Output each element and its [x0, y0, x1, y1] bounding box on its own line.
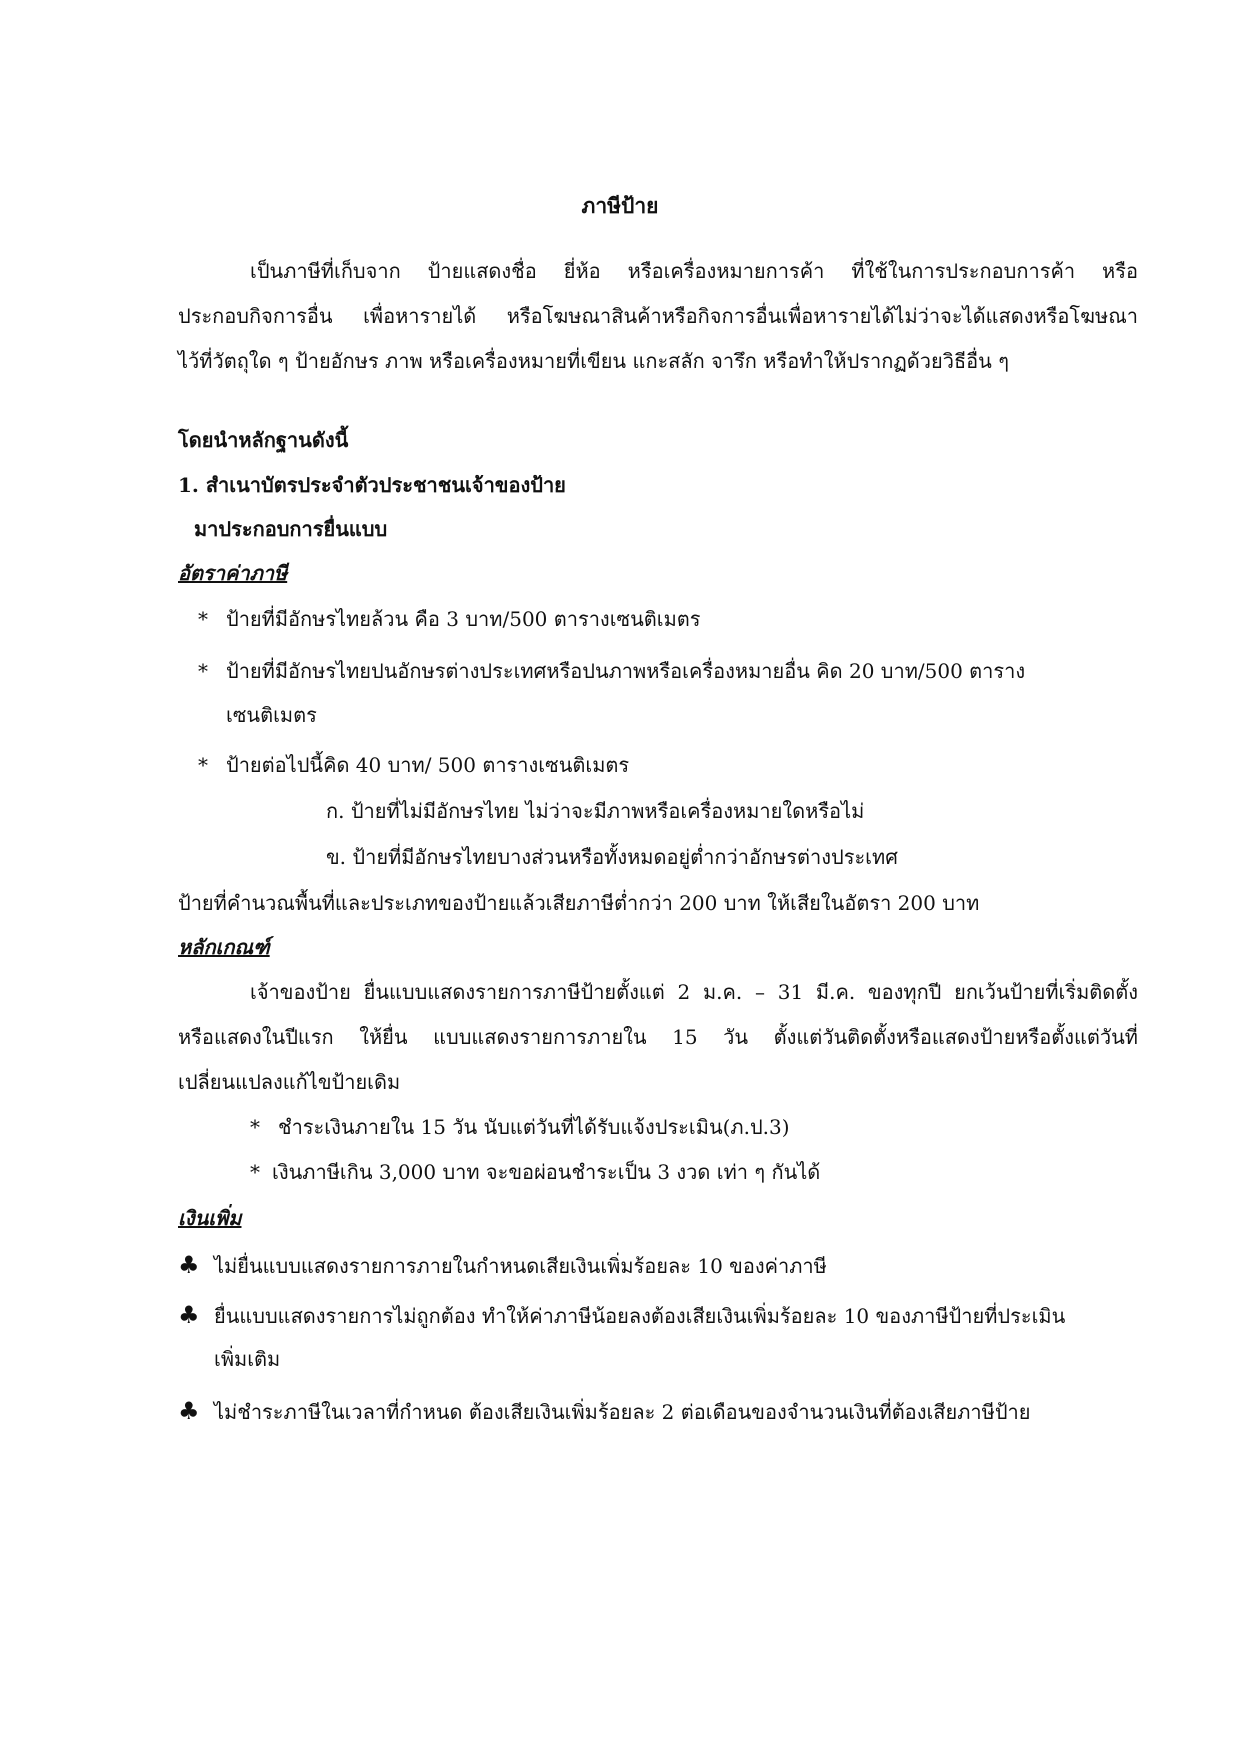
rate-sub-b: ข. ป้ายที่มีอักษรไทยบางส่วนหรือทั้งหมดอยู่ต่ำกว่าอักษรต่างประเทศ	[326, 845, 898, 869]
surcharge-item-2-text: ยื่นแบบแสดงรายการไม่ถูกต้อง ทำให้ค่าภาษีน้อยลงต้องเสียเงินเพิ่มร้อยละ 10 ของภาษีป้ายที่ประเมิน	[214, 1304, 1066, 1328]
evidence-item-1-cont: มาประกอบการยื่นแบบ	[194, 517, 388, 541]
rate-item-2-cont: เซนติเมตร	[226, 703, 317, 727]
criteria-bullet-1	[250, 1112, 1210, 1142]
surcharge-item-3-text: ไม่ชำระภาษีในเวลาที่กำหนด ต้องเสียเงินเพิ่มร้อยละ 2 ต่อเดือนของจำนวนเงินที่ต้องเสียภาษีป้าย	[214, 1400, 1031, 1424]
evidence-heading: โดยนำหลักฐานดังนี้	[178, 428, 349, 452]
criteria-line-1: เจ้าของป้าย ยื่นแบบแสดงรายการภาษีป้ายตั้งแต่ 2 ม.ค. – 31 มี.ค. ของทุกปี ยกเว้นป้ายที่เริ่มติดตั้ง	[250, 980, 1138, 1004]
intro-line-2: ประกอบกิจการอื่น เพื่อหารายได้ หรือโฆษณาสินค้าหรือกิจการอื่นเพื่อหารายได้ไม่ว่าจะได้แสดงหรือโฆษณา	[178, 304, 1138, 328]
page-title: ภาษีป้าย	[581, 193, 659, 218]
rates-heading: อัตราค่าภาษี	[178, 561, 288, 585]
asterisk-bullet: *	[198, 753, 208, 777]
criteria-bullet-2	[250, 1157, 1210, 1187]
rate-item-3	[198, 750, 1158, 780]
criteria-heading: หลักเกณฑ์	[178, 935, 270, 959]
criteria-line-3: เปลี่ยนแปลงแก้ไขป้ายเดิม	[178, 1070, 401, 1094]
asterisk-bullet: *	[250, 1160, 260, 1184]
surcharge-item-1-text: ไม่ยื่นแบบแสดงรายการภายในกำหนดเสียเงินเพิ่มร้อยละ 10 ของค่าภาษี	[214, 1254, 827, 1278]
club-bullet-icon: ♣	[178, 1301, 200, 1329]
rate-item-2	[198, 656, 1158, 686]
criteria-bullet-2-text: เงินภาษีเกิน 3,000 บาท จะขอผ่อนชำระเป็น 3 งวด เท่า ๆ กันได้	[272, 1160, 821, 1184]
asterisk-bullet: *	[198, 607, 208, 631]
rate-item-3-text: ป้ายต่อไปนี้คิด 40 บาท/ 500 ตารางเซนติเมตร	[226, 753, 630, 777]
surcharge-item-2	[178, 1300, 1138, 1331]
rate-minimum: ป้ายที่คำนวณพื้นที่และประเภทของป้ายแล้วเสียภาษีต่ำกว่า 200 บาท ให้เสียในอัตรา 200 บาท	[178, 891, 980, 915]
criteria-bullet-1-text: ชำระเงินภายใน 15 วัน นับแต่วันที่ได้รับแจ้งประเมิน(ภ.ป.3)	[278, 1115, 790, 1139]
club-bullet-icon: ♣	[178, 1397, 200, 1425]
evidence-item-1: 1. สำเนาบัตรประจำตัวประชาชนเจ้าของป้าย	[178, 473, 566, 497]
intro-line-1: เป็นภาษีที่เก็บจาก ป้ายแสดงชื่อ ยี่ห้อ หรือเครื่องหมายการค้า ที่ใช้ในการประกอบการค้า หรือ	[250, 259, 1138, 283]
asterisk-bullet: *	[250, 1115, 260, 1139]
rate-item-2-text: ป้ายที่มีอักษรไทยปนอักษรต่างประเทศหรือปนภาพหรือเครื่องหมายอื่น คิด 20 บาท/500 ตาราง	[226, 659, 1026, 683]
rate-sub-a: ก. ป้ายที่ไม่มีอักษรไทย ไม่ว่าจะมีภาพหรือเครื่องหมายใดหรือไม่	[326, 799, 865, 823]
criteria-line-2: หรือแสดงในปีแรก ให้ยื่น แบบแสดงรายการภายใน 15 วัน ตั้งแต่วันติดตั้งหรือแสดงป้ายหรือตั้งแต่วันที่	[178, 1025, 1138, 1049]
rate-item-1	[198, 604, 1158, 634]
surcharge-item-2-cont: เพิ่มเติม	[214, 1347, 281, 1371]
surcharge-heading: เงินเพิ่ม	[178, 1206, 242, 1230]
rate-item-1-text: ป้ายที่มีอักษรไทยล้วน คือ 3 บาท/500 ตารางเซนติเมตร	[226, 607, 701, 631]
intro-line-3: ไว้ที่วัตถุใด ๆ ป้ายอักษร ภาพ หรือเครื่องหมายที่เขียน แกะสลัก จารึก หรือทำให้ปรากฏด้วยวิธีอื่น ๆ	[178, 349, 1009, 373]
surcharge-item-3	[178, 1396, 1138, 1427]
surcharge-item-1	[178, 1250, 1138, 1281]
asterisk-bullet: *	[198, 659, 208, 683]
club-bullet-icon: ♣	[178, 1251, 200, 1279]
